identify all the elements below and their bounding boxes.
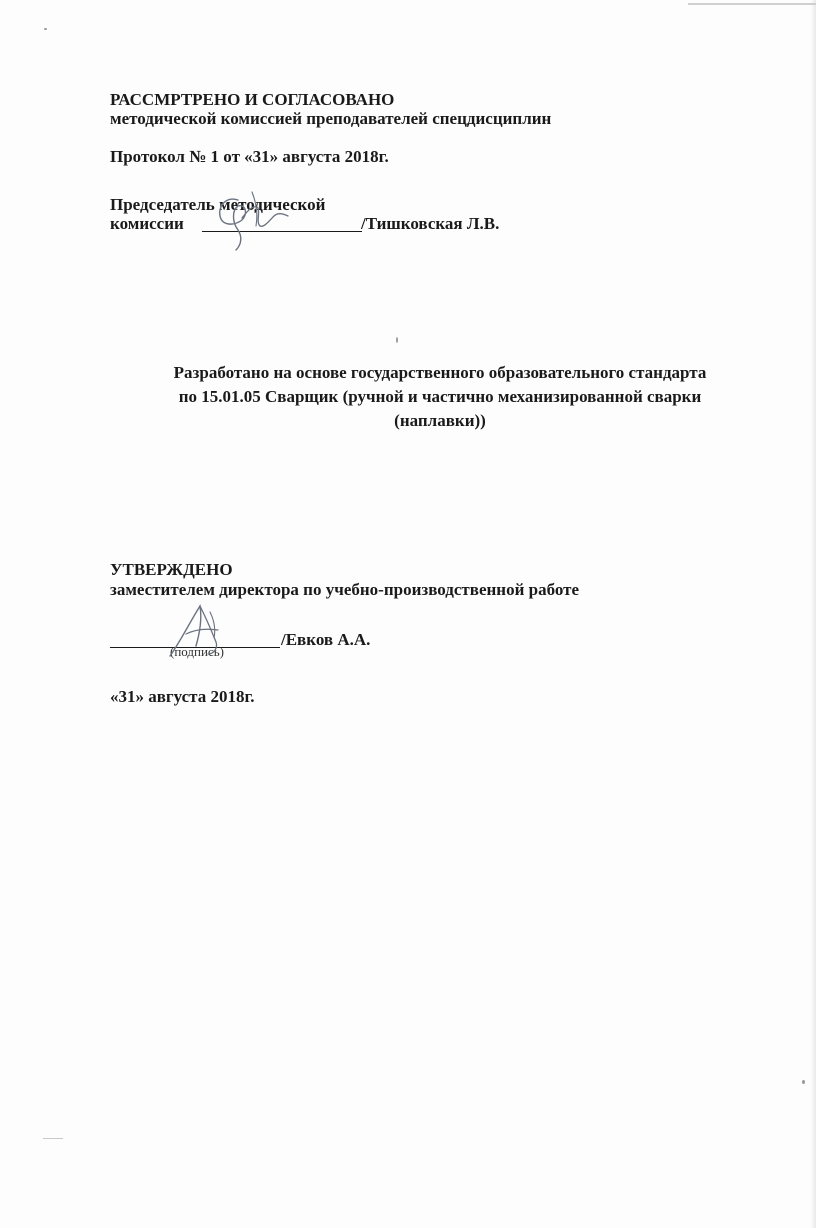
chair-name: /Тишковская Л.В. <box>361 214 500 233</box>
standard-basis-line-3: (наплавки)) <box>394 411 486 430</box>
scan-speck <box>43 1138 63 1139</box>
scan-edge-shadow <box>810 0 816 1228</box>
approval-top-subheading: методической комиссией преподавателей спецдисциплин <box>110 109 552 128</box>
protocol-line: Протокол № 1 от «31» августа 2018г. <box>110 147 389 166</box>
director-name: /Евков А.А. <box>281 630 371 649</box>
chair-line-2-prefix: комиссии <box>110 214 184 233</box>
chair-line-1: Председатель методической <box>110 195 326 214</box>
approval-top-heading: РАССМРТРЕНО И СОГЛАСОВАНО <box>110 90 395 109</box>
standard-basis-line-2: по 15.01.05 Сварщик (ручной и частично механизированной сварки <box>178 387 702 406</box>
scan-edge-mark <box>688 3 816 5</box>
director-signature <box>160 598 240 668</box>
scan-speck <box>396 337 398 343</box>
scan-speck <box>802 1080 805 1084</box>
scan-speck <box>44 28 47 30</box>
chair-signature <box>208 186 298 256</box>
standard-basis-line-1: Разработано на основе государственного образовательного стандарта <box>173 363 707 382</box>
signature-caption: (подпись) <box>170 644 224 659</box>
approval-date: «31» августа 2018г. <box>110 687 255 706</box>
approval-bottom-subheading: заместителем директора по учебно-производственной работе <box>110 580 580 599</box>
approval-bottom-heading: УТВЕРЖДЕНО <box>110 560 233 579</box>
